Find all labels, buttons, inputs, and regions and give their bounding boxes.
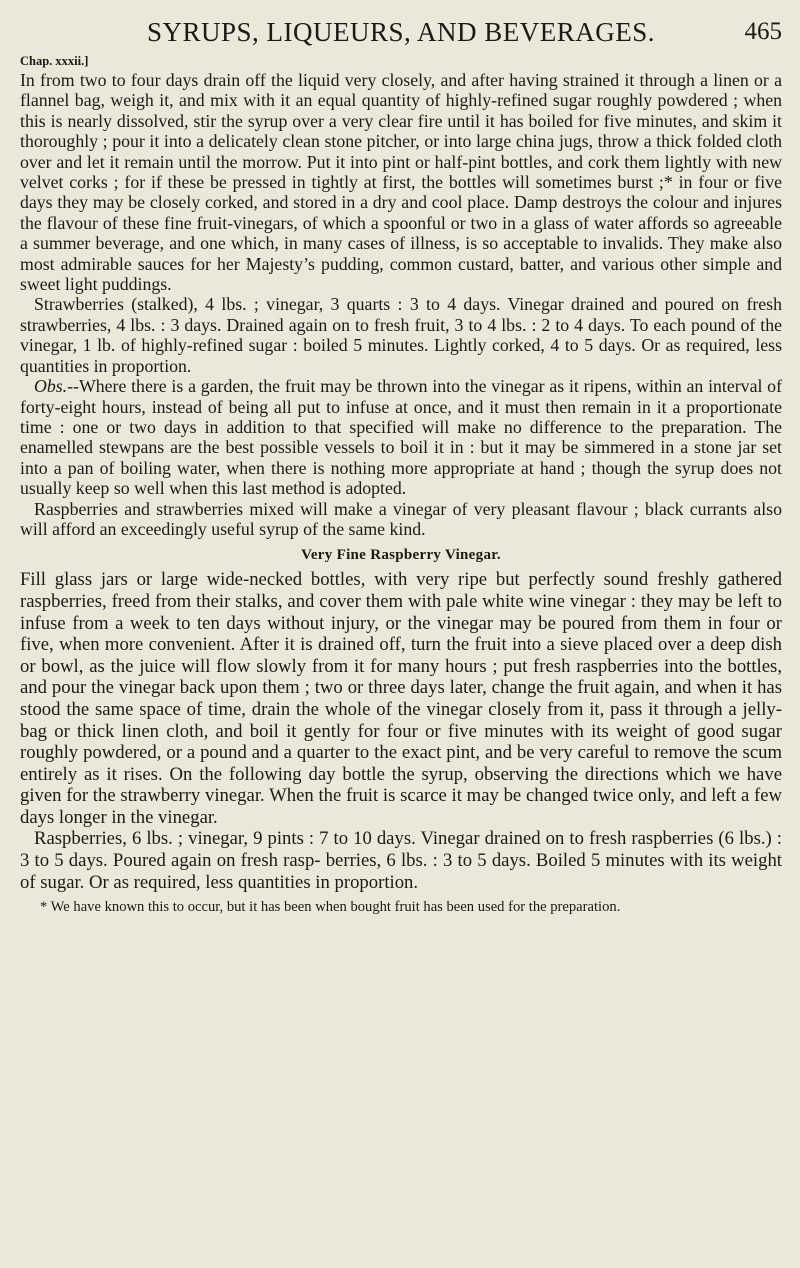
paragraph-raspberry-method: Fill glass jars or large wide-necked bottles, with very ripe but perfectly sound freshly gathered raspberries, freed from their stalks, and cover them with pale white wine vinegar : they may be left to infuse from a week to ten days without injury, or the vinegar may be poured from them in four or five, when more convenient. After it is drained off, turn the fruit into a sieve placed over a deep dish or bowl, as the juice will flow slowly from it for many hours ; put fresh raspberries into the bottles, and pour the vinegar back upon them ; two or three days later, change the fruit again, and when it has stood the same space of time, drain the whole of the vinegar closely from it, pass it through a jelly-bag or thick linen cloth, and boil it gently for four or five minutes with its weight of good sugar roughly powdered, or a pound and a quarter to the exact pint, and be very careful to remove the scum entirely as it rises. On the following day bottle the syrup, observing the directions which we have given for the strawberry vinegar. When the fruit is scarce it may be changed twice only, and left a few days longer in the vinegar. — [20, 569, 782, 828]
observation-text: --Where there is a garden, the fruit may be thrown into the vinegar as it ripens, within an interval of forty-eight hours, instead of being all put to infuse at once, and it must then remain in it a proportionate time : one or two days in addition to that specified will make no difference to the preparation. The enamelled stewpans are the best possible vessels to boil it in : but it may be simmered in a stone jar set into a pan of boiling water, when there is nothing more appropriate at hand ; though the syrup does not usually keep so well when this last method is adopted. — [20, 376, 782, 499]
chapter-reference: Chap. xxxii.] — [20, 54, 89, 68]
footnote: * We have known this to occur, but it has been when bought fruit has been used for the preparation. — [40, 899, 621, 916]
paragraph-syrup-method: In from two to four days drain off the liquid very closely, and after having strained it through a linen or a flannel bag, weigh it, and mix with it an equal quantity of highly-refined sugar roughly powdered ; when this is nearly dissolved, stir the syrup over a very clear fire until it has boiled for five minutes, and skim it thoroughly ; pour it into a delicately clean stone pitcher, or into large china jugs, throw a thick folded cloth over and let it remain until the morrow. Put it into pint or half-pint bottles, and cork them lightly with new velvet corks ; for if these be pressed in tightly at first, the bottles will sometimes burst ;* in four or five days they may be closely corked, and stored in a dry and cool place. Damp destroys the colour and injures the flavour of these fine fruit-vinegars, of which a spoonful or two in a glass of water affords so agreeable a summer beverage, and one which, in many cases of illness, is so acceptable to invalids. They make also most admirable sauces for her Majesty’s pudding, common custard, batter, and various other simple and sweet light puddings. — [20, 70, 782, 295]
page-number: 465 — [744, 18, 782, 45]
paragraph-strawberry-quantities: Strawberries (stalked), 4 lbs. ; vinegar, 3 quarts : 3 to 4 days. Vinegar drained and poured on fresh strawberries, 4 lbs. : 3 days. Drained again on to fresh fruit, 3 to 4 lbs. : 2 to 4 days. To each pound of the vinegar, 1 lb. of highly-refined sugar : boiled 5 minutes. Lightly corked, 4 to 5 days. Or as required, less quantities in proportion. — [20, 294, 782, 376]
obs-label: Obs. — [34, 376, 68, 397]
running-head — [20, 12, 782, 52]
book-page — [20, 12, 782, 1256]
paragraph-mixed-fruit: Raspberries and strawberries mixed will make a vinegar of very pleasant flavour ; black currants also will afford an exceedingly useful syrup of the same kind. — [20, 498, 782, 539]
running-title: SYRUPS, LIQUEURS, AND BEVERAGES. — [146, 17, 656, 47]
section-title: Very Fine Raspberry Vinegar. — [301, 547, 501, 564]
paragraph-raspberry-quantities: Raspberries, 6 lbs. ; vinegar, 9 pints : 7 to 10 days. Vinegar drained on to fresh raspberries (6 lbs.) : 3 to 5 days. Poured again on fresh rasp- berries, 6 lbs. : 3 to 5 days. Boiled 5 minutes with its weight of sugar. Or as required, less quantities in proportion. — [20, 828, 782, 893]
paragraph-observation — [20, 376, 782, 498]
